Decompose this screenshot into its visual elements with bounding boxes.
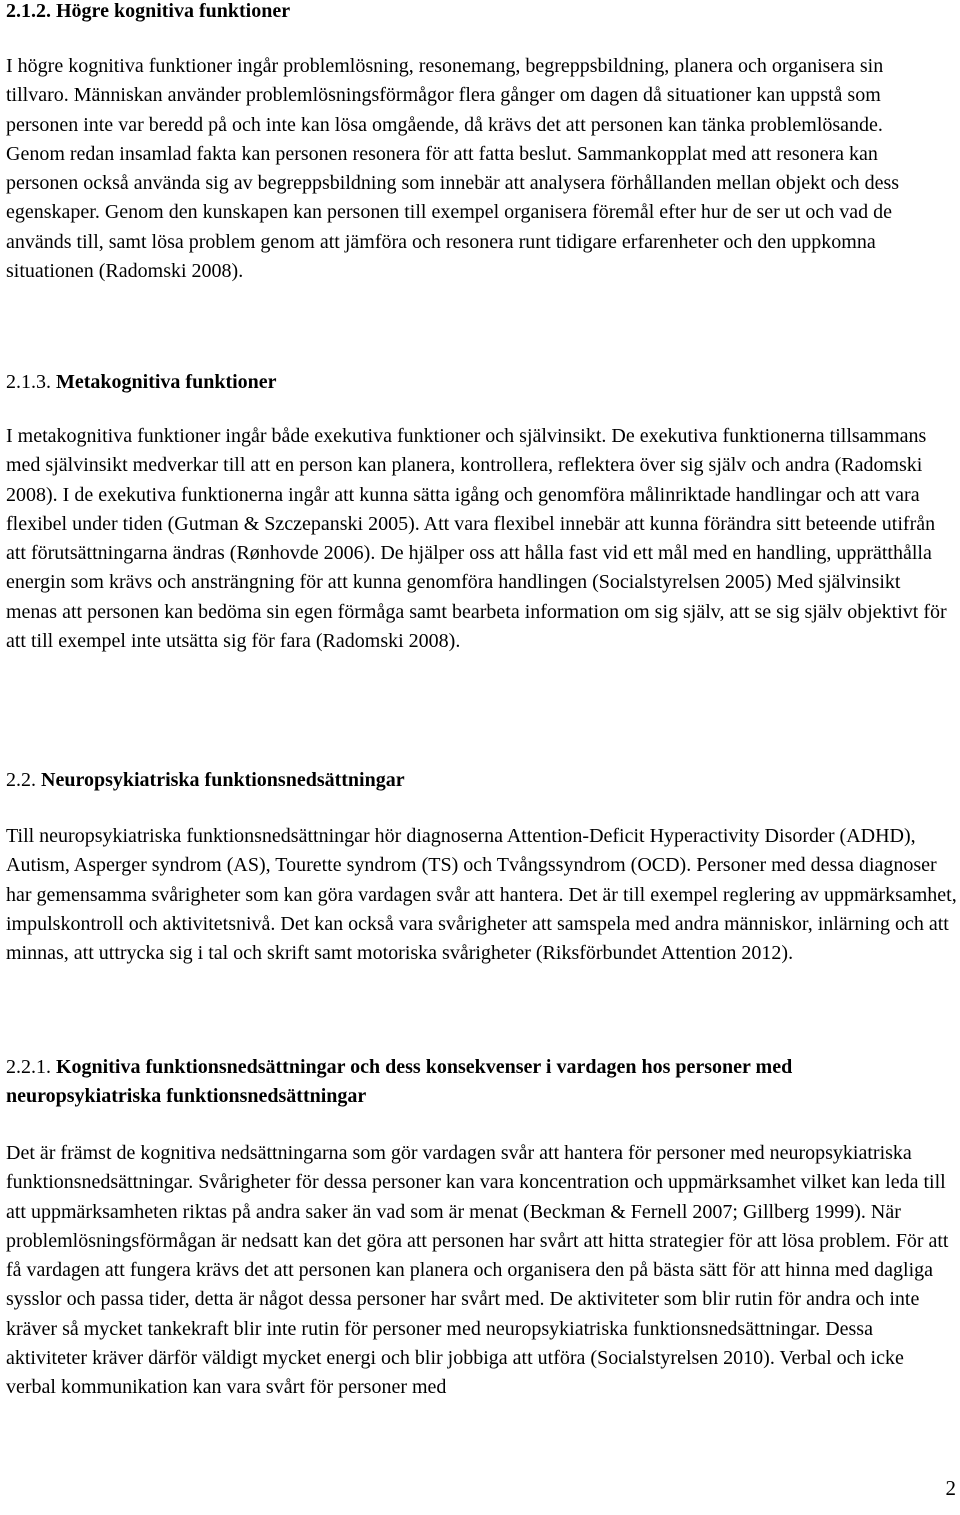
- section-number: 2.1.2.: [6, 0, 51, 22]
- paragraph-kognitiva-funktionsnedsattningar: Det är främst de kognitiva nedsättningarna som gör vardagen svår att hantera för personer med neuropsykiatriska funktionsnedsättningar. Svårigheter för dessa personer kan vara koncentration och uppmärksamhet vilket kan leda till att uppmärksamheten riktas på andra saker än vad som är menat (Beckman & Fernell 2007; Gillberg 1999). När problemlösningsförmågan är nedsatt kan det göra att personen har svårt att hitta strategier för att lösa problem. För att få vardagen att fungera krävs det att personen kan planera och organisera den på bästa sätt för att hinna med dagliga sysslor och passa tider, detta är något dessa personer har svårt med. De aktiviteter som blir rutin för andra och inte kräver så mycket tankekraft blir inte rutin för personer med neuropsykiatriska funktionsnedsättningar. Dessa aktiviteter kräver därför väldigt mycket energi och blir jobbiga att utföra (Socialstyrelsen 2010). Verbal och icke verbal kommunikation kan vara svårt för personer med: [6, 1142, 949, 1399]
- section-title: Metakognitiva funktioner: [56, 371, 277, 393]
- section-heading-2-2: [6, 766, 958, 795]
- section-title: Neuropsykiatriska funktionsnedsättningar: [41, 769, 405, 791]
- section-number: 2.2.1.: [6, 1056, 51, 1078]
- section-heading-2-1-3: [6, 368, 958, 397]
- section-heading-2-1-2: [6, 0, 958, 26]
- section-number: 2.2.: [6, 769, 36, 791]
- section-number: 2.1.3.: [6, 371, 51, 393]
- page-number: 2: [945, 1476, 956, 1500]
- section-title: Högre kognitiva funktioner: [56, 0, 291, 22]
- paragraph-neuropsykiatriska: Till neuropsykiatriska funktionsnedsättningar hör diagnoserna Attention-Deficit Hyperactivity Disorder (ADHD), Autism, Asperger syndrom (AS), Tourette syndrom (TS) och Tvångssyndrom (OCD). Personer med dessa diagnoser har gemensamma svårigheter som kan göra vardagen svår att hantera. Det är till exempel reglering av uppmärksamhet, impulskontroll och aktivitetsnivå. Det kan också vara svårigheter att samspela med andra människor, inlärning och att minnas, att uttrycka sig i tal och skrift samt motoriska svårigheter (Riksförbundet Attention 2012).: [6, 825, 957, 965]
- section-title: Kognitiva funktionsnedsättningar och dess konsekvenser i vardagen hos personer med neuropsykiatriska funktionsnedsättningar: [6, 1056, 793, 1107]
- paragraph-hogre-kognitiva: I högre kognitiva funktioner ingår problemlösning, resonemang, begreppsbildning, planera och organisera sin tillvaro. Människan använder problemlösningsförmågor flera gånger om dagen då situationer kan uppstå som personen inte var beredd på och inte kan lösa omgående, då krävs det att personen kan tänka problemlösande. Genom redan insamlad fakta kan personen resonera för att fatta beslut. Sammankopplat med att resonera kan personen också använda sig av begreppsbildning som innebär att analysera förhållanden mellan objekt och dess egenskaper. Genom den kunskapen kan personen till exempel organisera föremål efter hur de ser ut och vad de används till, samt lösa problem genom att jämföra och resonera runt tidigare erfarenheter och den uppkomna situationen (Radomski 2008).: [6, 55, 900, 283]
- paragraph-metakognitiva: I metakognitiva funktioner ingår både exekutiva funktioner och självinsikt. De exekutiva funktionerna tillsammans med självinsikt medverkar till att en person kan planera, kontrollera, reflektera över sig själv och andra (Radomski 2008). I de exekutiva funktionerna ingår att kunna sätta igång och genomföra målinriktade handlingar och att vara flexibel under tiden (Gutman & Szczepanski 2005). Att vara flexibel innebär att kunna förändra sitt beteende utifrån att förutsättningarna ändras (Rønhovde 2006). De hjälper oss att hålla fast vid ett mål med en handling, upprätthålla energin som krävs och ansträngning för att kunna genomföra handlingen (Socialstyrelsen 2005) Med självinsikt menas att personen kan bedöma sin egen förmåga samt bearbeta information om sig själv, att se sig själv objektivt för att till exempel inte utsätta sig för fara (Radomski 2008).: [6, 425, 947, 653]
- section-heading-2-2-1: [6, 1053, 936, 1111]
